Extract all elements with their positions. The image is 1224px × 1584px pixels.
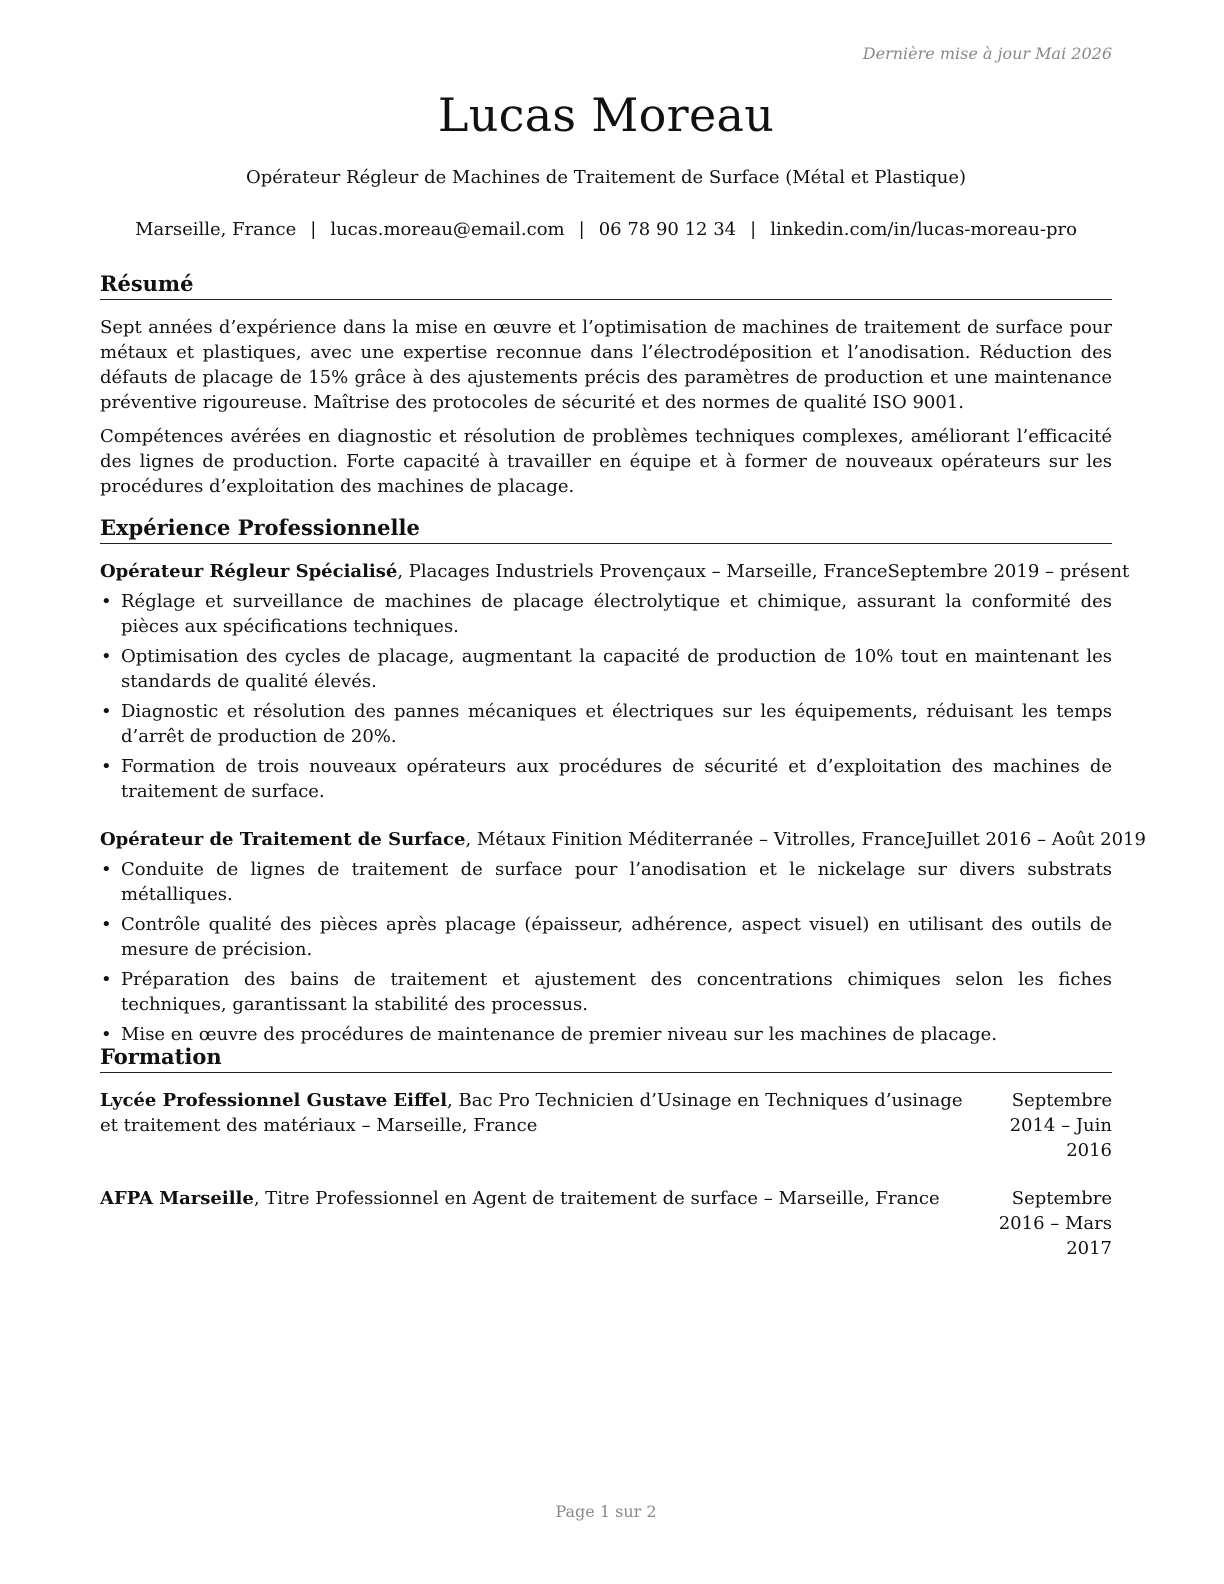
summary-section	[100, 270, 1112, 499]
job-bullets	[100, 589, 1112, 804]
job-bullet: • Contrôle qualité des pièces après placage (épaisseur, adhérence, aspect visuel) en utilisant des outils de mesure de précision.	[100, 912, 1112, 962]
resume-page	[100, 0, 1146, 1584]
job-bullet: • Mise en œuvre des procédures de maintenance de premier niveau sur les machines de placage.	[100, 1022, 1112, 1047]
education-dates: Septembre 2016 – Mars 2017	[998, 1188, 1112, 1259]
education-description	[100, 1186, 972, 1261]
job-title-company	[100, 559, 888, 584]
job-entry	[100, 827, 1146, 1047]
education-section	[100, 1043, 1112, 1261]
contact-email[interactable]: lucas.moreau@email.com	[330, 219, 565, 240]
summary-paragraph: Sept années d’expérience dans la mise en œuvre et l’optimisation de machines de traitement de surface pour métaux et plastiques, avec une expertise reconnue dans l’électrodéposition et l’anodisation. Réduction des défauts de placage de 15% grâce à des ajustements précis des paramètres de production et une maintenance préventive rigoureuse. Maîtrise des protocoles de sécurité et des normes de qualité ISO 9001.	[100, 317, 1112, 413]
contact-separator: |	[578, 219, 585, 240]
section-title-education: Formation	[100, 1043, 1112, 1073]
education-school: Lycée Professionnel Gustave Eiffel	[100, 1090, 448, 1111]
experience-section	[100, 514, 1146, 1047]
job-header	[100, 827, 1146, 852]
job-header	[100, 559, 1130, 584]
education-dates: Septembre 2014 – Juin 2016	[1009, 1090, 1112, 1161]
job-title: Opérateur Régleur Spécialisé	[100, 561, 398, 582]
candidate-name: Lucas Moreau	[437, 88, 775, 142]
contact-linkedin[interactable]: linkedin.com/in/lucas-moreau-pro	[770, 219, 1077, 240]
job-dates: Juillet 2016 – Août 2019	[925, 829, 1146, 850]
section-title-summary: Résumé	[100, 270, 1112, 300]
education-entry	[100, 1088, 1112, 1163]
job-company: , Métaux Finition Méditerranée – Vitrolles, France	[465, 829, 926, 850]
job-bullet: • Diagnostic et résolution des pannes mécaniques et électriques sur les équipements, réduisant les temps d’arrêt de production de 20%.	[100, 699, 1112, 749]
summary-paragraph: Compétences avérées en diagnostic et résolution de problèmes techniques complexes, améliorant l’efficacité des lignes de production. Forte capacité à travailler en équipe et à former de nouveaux opérateurs sur les procédures d’exploitation des machines de placage.	[100, 426, 1112, 497]
last-updated: Dernière mise à jour Mai 2026	[862, 44, 1112, 63]
job-bullet: • Réglage et surveillance de machines de placage électrolytique et chimique, assurant la conformité des pièces aux spécifications techniques.	[100, 589, 1112, 639]
job-company: , Placages Industriels Provençaux – Marseille, France	[397, 561, 888, 582]
page-number: Page 1 sur 2	[555, 1502, 657, 1521]
section-title-experience: Expérience Professionnelle	[100, 514, 1112, 544]
candidate-headline: Opérateur Régleur de Machines de Traitement de Surface (Métal et Plastique)	[245, 167, 967, 188]
job-bullets	[100, 857, 1112, 1047]
job-bullet: • Optimisation des cycles de placage, augmentant la capacité de production de 10% tout en maintenant les standards de qualité élevés.	[100, 644, 1112, 694]
education-description	[100, 1088, 972, 1163]
job-entry	[100, 559, 1130, 804]
job-bullet: • Préparation des bains de traitement et ajustement des concentrations chimiques selon les fiches techniques, garantissant la stabilité des processus.	[100, 967, 1112, 1017]
education-degree: , Titre Professionnel en Agent de traitement de surface – Marseille, France	[253, 1188, 940, 1209]
job-bullet: • Formation de trois nouveaux opérateurs aux procédures de sécurité et d’exploitation des machines de traitement de surface.	[100, 754, 1112, 804]
contact-separator: |	[750, 219, 757, 240]
education-entry	[100, 1186, 1112, 1261]
contact-location: Marseille, France	[135, 219, 297, 240]
job-title-company	[100, 827, 926, 852]
education-school: AFPA Marseille	[100, 1188, 254, 1209]
contact-phone[interactable]: 06 78 90 12 34	[598, 219, 737, 240]
education-degree: , Bac Pro Technicien d’Usinage en Techniques d’usinage et traitement des matériaux – Marseille, France	[100, 1090, 963, 1136]
contact-separator: |	[310, 219, 317, 240]
job-bullet: • Conduite de lignes de traitement de surface pour l’anodisation et le nickelage sur divers substrats métalliques.	[100, 857, 1112, 907]
job-dates: Septembre 2019 – présent	[887, 561, 1130, 582]
job-title: Opérateur de Traitement de Surface	[100, 829, 466, 850]
contact-line	[100, 219, 1112, 240]
